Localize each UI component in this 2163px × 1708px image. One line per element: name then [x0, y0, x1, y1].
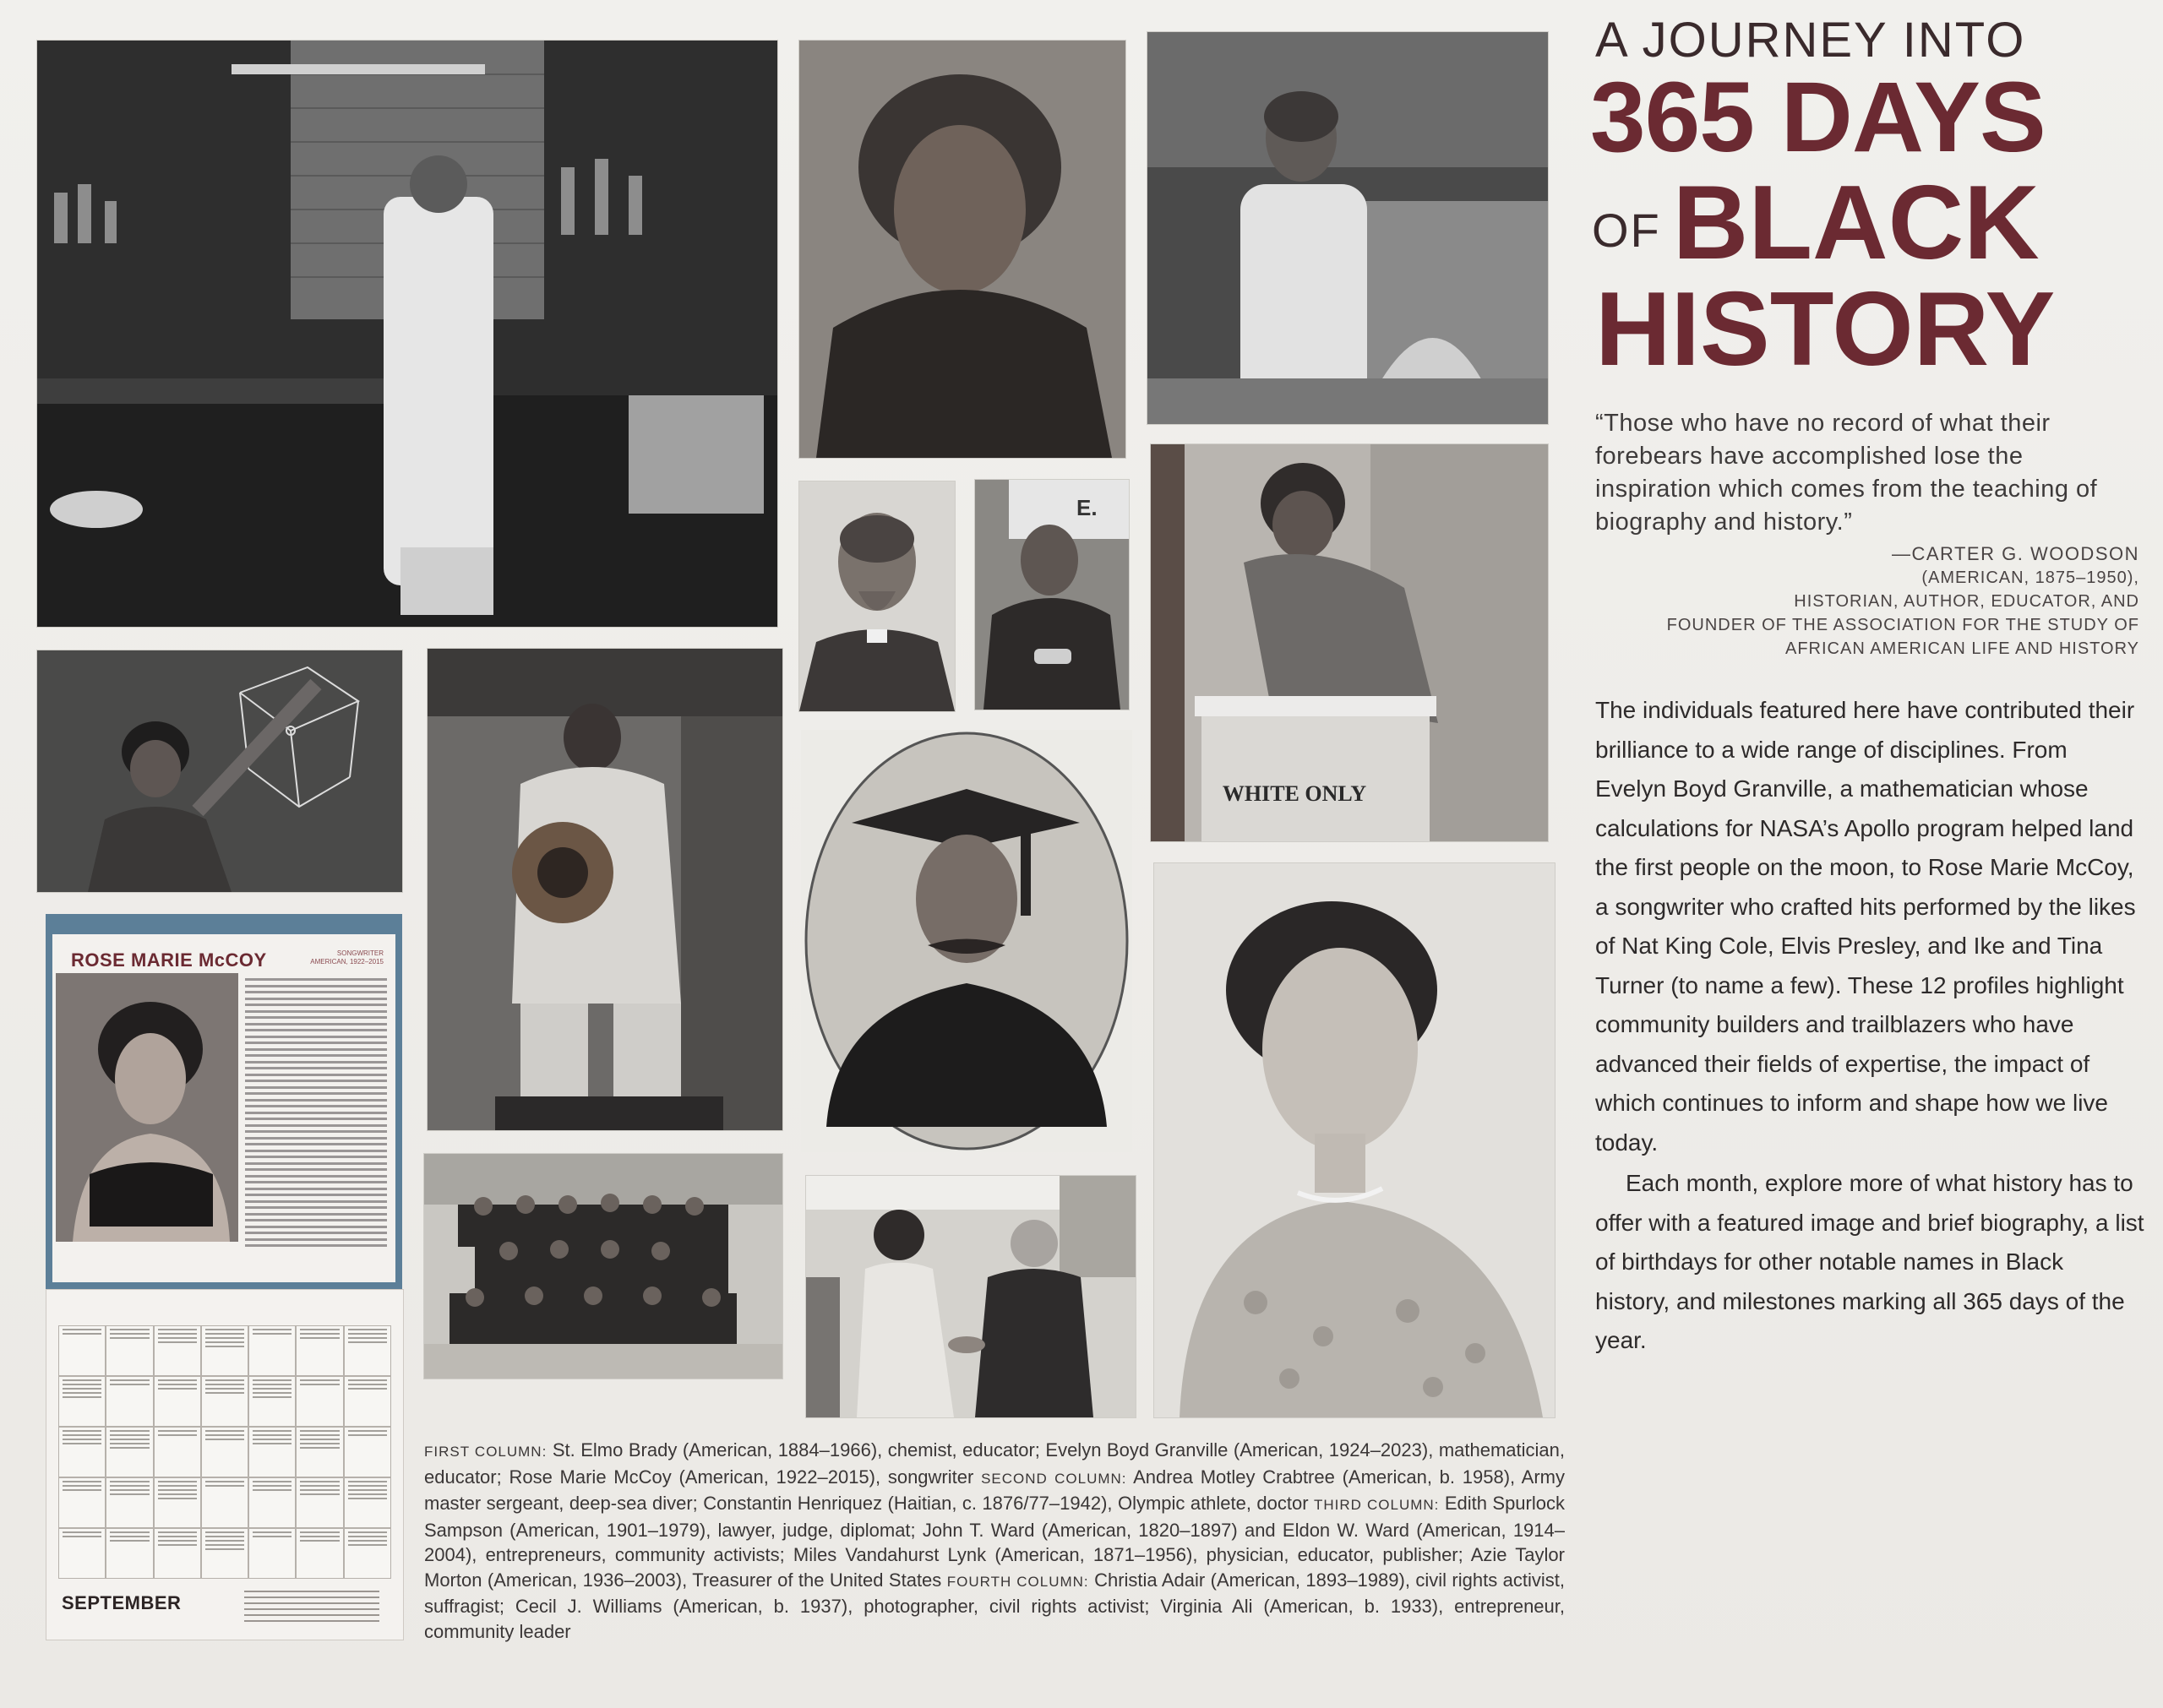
calendar-day-cell [201, 1427, 248, 1477]
calendar-day-cell [344, 1477, 391, 1528]
photo-andrea-crabtree [428, 649, 782, 1130]
calendar-day-cell [201, 1325, 248, 1376]
calendar-day-cell [344, 1528, 391, 1579]
header-line-4: HISTORY [1595, 271, 2056, 388]
card-inner [52, 934, 395, 1282]
calendar-month: SEPTEMBER [62, 1592, 182, 1613]
photo-evelyn-granville [37, 650, 402, 892]
intro-text [1595, 691, 2144, 1361]
calendar-day-cell [296, 1427, 343, 1477]
quote-text: “Those who have no record of what their forebears have accomplished lose the inspiration which comes from the teaching of biography and history.” [1595, 410, 2098, 536]
caption-first-label: FIRST COLUMN: [424, 1444, 548, 1460]
photo-miles-lynk [799, 481, 955, 711]
calendar-day-cell [58, 1376, 106, 1427]
caption-fourth-text: Christia Adair (American, 1893–1989), civil rights activist, suffragist; Cecil J. Williams (American, b. 1937), photographer, civil rights activist; Virginia Ali (American, b. 1933), entrepreneur, community leader [424, 1569, 1565, 1642]
header-of: OF [1592, 204, 1661, 257]
quote-detail-2: HISTORIAN, AUTHOR, EDUCATOR, AND [1794, 592, 2139, 611]
caption-third-label: THIRD COLUMN: [1314, 1497, 1440, 1513]
calendar-day-cell [296, 1477, 343, 1528]
photo-edith-sampson [799, 41, 1125, 458]
calendar-day-cell [344, 1325, 391, 1376]
calendar-day-cell [248, 1427, 296, 1477]
photo-virginia-ali [1154, 863, 1555, 1417]
photo-constantin-henriquez [424, 1154, 782, 1379]
calendar-day-cell [58, 1477, 106, 1528]
quote-detail-4: AFRICAN AMERICAN LIFE AND HISTORY [1784, 639, 2139, 658]
calendar-day-cell [154, 1528, 201, 1579]
calendar-day-cell [154, 1427, 201, 1477]
photo-captions [424, 1438, 1565, 1644]
intro-paragraph-1: The individuals featured here have contributed their brilliance to a wide range of disciplines. From Evelyn Boyd Granville, a mathematician whose calculations for NASA’s Apollo program helped land the first people on the moon, to Rose Marie McCoy, a songwriter who crafted hits performed by the likes of Nat King Cole, Elvis Presley, and Ike and Tina Turner (to name a few). These 12 profiles highlight community builders and trailblazers who have advanced their fields of expertise, the impact of which continues to inform and shape how we live today. [1595, 697, 2136, 1156]
card-subtitle-role: SONGWRITER [336, 949, 384, 957]
photo-handshake [806, 1176, 1136, 1417]
fountain-sign-text: WHITE ONLY [1222, 781, 1367, 806]
photo-rose-marie-mccoy [56, 973, 238, 1242]
caption-fourth-label: FOURTH COLUMN: [946, 1573, 1089, 1590]
calendar-day-cell [248, 1477, 296, 1528]
quote-author: —CARTER G. WOODSON [1891, 543, 2139, 564]
quote-detail-3: FOUNDER OF THE ASSOCIATION FOR THE STUDY OF [1666, 616, 2139, 634]
calendar-day-cell [201, 1376, 248, 1427]
calendar-day-cell [58, 1427, 106, 1477]
calendar-day-cell [154, 1325, 201, 1376]
calendar-day-cell [248, 1528, 296, 1579]
caption-second-label: SECOND COLUMN: [981, 1470, 1127, 1487]
quote-attribution [1632, 542, 2139, 661]
card-subtitle [310, 949, 384, 966]
calendar-day-cell [106, 1376, 153, 1427]
intro-paragraph-2: Each month, explore more of what history has to offer with a featured image and brief biography, a list of birthdays for other notable names in Black history, and milestones marking all 365 days of the year. [1595, 1170, 2144, 1353]
calendar-day-cell [248, 1325, 296, 1376]
photo-ward [975, 480, 1129, 710]
calendar-day-cell [106, 1528, 153, 1579]
header-line-3 [1592, 165, 2149, 283]
calendar-day-cell [154, 1477, 201, 1528]
card-subtitle-dates: AMERICAN, 1922–2015 [310, 958, 384, 966]
header-black: BLACK [1672, 165, 2040, 281]
caption-third-text: Edith Spurlock Sampson (American, 1901–1979), lawyer, judge, diplomat; John T. Ward (American, 1820–1897) and Eldon W. Ward (American, 1914–2004), entrepreneurs, community activists; Miles Vandahurst Lynk (American, 1871–1956), physician, educator, publisher; Azie Taylor Morton (American, 1936–2003), Treasurer of the United States [424, 1493, 1565, 1591]
calendar-day-cell [201, 1477, 248, 1528]
calendar-footnotes [244, 1591, 379, 1626]
calendar-day-cell [106, 1325, 153, 1376]
header-line-2: 365 DAYS [1590, 62, 2046, 173]
photo-oval-graduate [801, 730, 1132, 1152]
calendar-day-cell [344, 1376, 391, 1427]
quote-detail-1: (AMERICAN, 1875–1950), [1921, 568, 2139, 587]
card-biography-text [245, 978, 387, 1251]
photo-st-elmo-brady [37, 41, 777, 627]
card-title: ROSE MARIE McCOY [71, 949, 267, 971]
caption-second-text: Andrea Motley Crabtree (American, b. 1958), Army master sergeant, deep-sea diver; Constantin Henriquez (Haitian, c. 1876/77–1942), Olympic athlete, doctor [424, 1466, 1565, 1514]
calendar-day-cell [58, 1325, 106, 1376]
calendar-day-cell [296, 1325, 343, 1376]
photo-christia-adair [1147, 32, 1548, 424]
calendar-day-cell [296, 1376, 343, 1427]
photo-cecil-williams [1151, 444, 1548, 841]
calendar-day-cell [58, 1528, 106, 1579]
mini-calendar [46, 1289, 404, 1640]
calendar-day-cell [106, 1427, 153, 1477]
caption-first-text: St. Elmo Brady (American, 1884–1966), chemist, educator; Evelyn Boyd Granville (American, 1924–2023), mathematician, educator; Rose Marie McCoy (American, 1922–2015), songwriter [424, 1439, 1565, 1488]
calendar-day-cell [344, 1427, 391, 1477]
calendar-day-cell [154, 1376, 201, 1427]
header-line-1: A JOURNEY INTO [1595, 13, 2026, 68]
calendar-grid [58, 1302, 391, 1579]
calendar-feature-card [46, 914, 402, 1289]
calendar-day-cell [248, 1376, 296, 1427]
calendar-day-cell [296, 1528, 343, 1579]
calendar-day-cell [106, 1477, 153, 1528]
store-sign-text: E. [1076, 495, 1098, 520]
calendar-day-cell [201, 1528, 248, 1579]
